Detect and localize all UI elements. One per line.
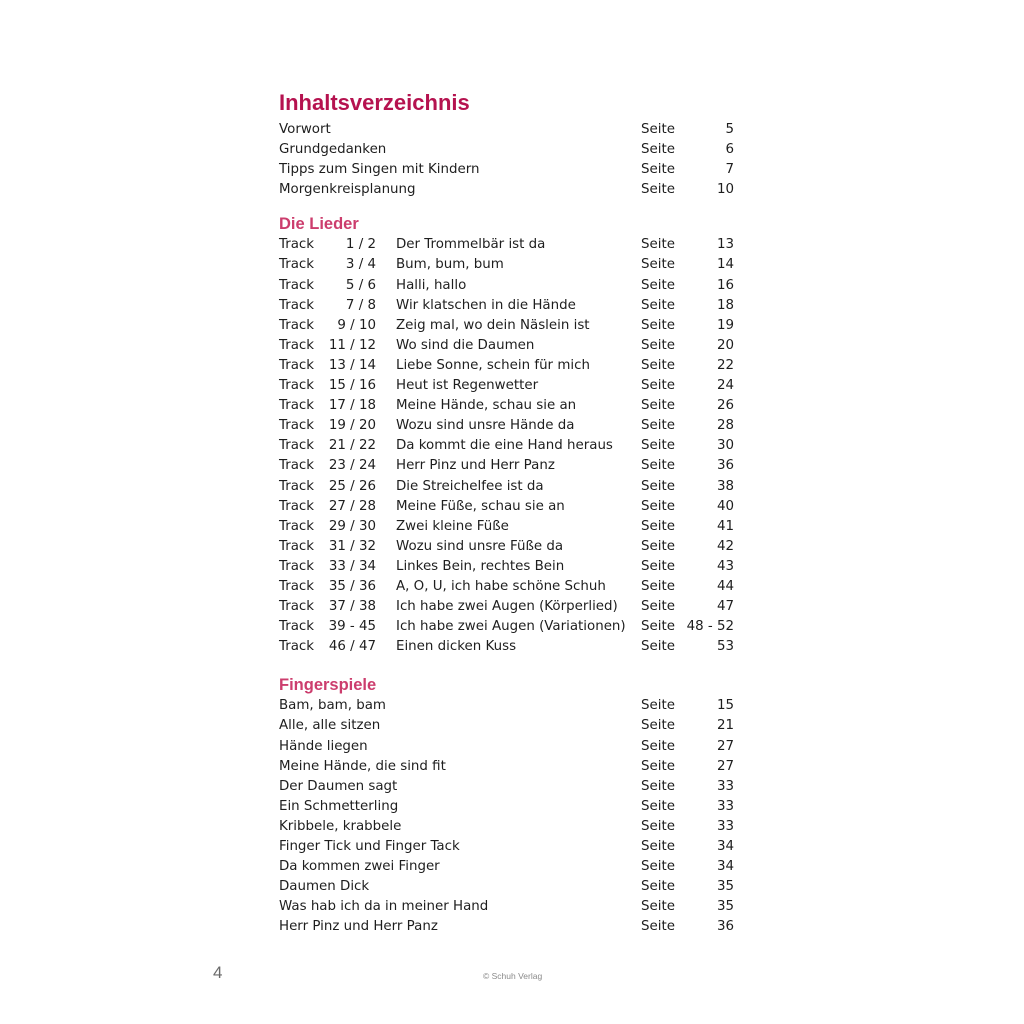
list-item [279,336,739,356]
list-item [279,276,739,296]
list-item [279,716,739,736]
list-item [279,757,739,777]
track-number: 1 / 2 [345,237,376,253]
seite-label: Seite [641,182,675,198]
seite-label: Seite [641,398,675,414]
table-of-contents [279,88,739,937]
list-item [279,857,739,877]
list-item [279,316,739,336]
page-number: 36 [716,919,734,935]
seite-label: Seite [641,599,675,615]
track-label: Track [279,317,315,333]
track-label: Track [279,619,315,635]
seite-label: Seite [641,458,675,474]
song-title: Da kommt die eine Hand heraus [396,438,613,454]
entry-label: Vorwort [279,122,331,137]
page-number: 14 [716,257,734,273]
entry-label: Meine Hände, die sind fit [279,758,446,774]
page-number: 22 [716,357,734,373]
page-number: 33 [716,798,734,814]
page-number: 10 [716,182,734,198]
track-label: Track [279,337,315,353]
seite-label: Seite [641,438,675,454]
track-number: 37 / 38 [328,599,376,615]
footer-copyright: © Schuh Verlag [483,971,543,981]
list-item [279,577,739,597]
track-number: 23 / 24 [328,458,376,474]
song-title: Bum, bum, bum [396,257,504,273]
track-label: Track [279,518,315,534]
seite-label: Seite [641,798,675,814]
list-item [279,255,739,275]
song-title: Linkes Bein, rechtes Bein [396,558,565,574]
page-number: 18 [716,297,734,313]
song-title: A, O, U, ich habe schöne Schuh [396,578,606,594]
list-item [279,597,739,617]
track-label: Track [279,538,315,554]
entry-label: Hände liegen [279,738,368,754]
page-number: 47 [716,599,734,615]
entry-label: Morgenkreisplanung [279,182,416,198]
seite-label: Seite [641,478,675,494]
entry-label: Was hab ich da in meiner Hand [279,899,489,915]
seite-label: Seite [641,418,675,434]
page-number: 5 [725,122,734,137]
track-label: Track [279,418,315,434]
song-title: Zeig mal, wo dein Näslein ist [396,317,590,333]
page-number: 26 [716,398,734,414]
list-item [279,817,739,837]
list-item [279,235,739,255]
page-number: 40 [716,498,734,514]
seite-label: Seite [641,162,675,178]
seite-label: Seite [641,142,675,158]
list-item [279,120,739,140]
entry-label: Kribbele, krabbele [279,818,402,834]
seite-label: Seite [641,518,675,534]
track-label: Track [279,478,315,494]
page-number: 19 [716,317,734,333]
list-item [279,696,739,716]
entry-label: Alle, alle sitzen [279,718,381,734]
entry-label: Herr Pinz und Herr Panz [279,919,438,935]
list-item [279,557,739,577]
page-number: 13 [716,237,734,253]
seite-label: Seite [641,498,675,514]
track-label: Track [279,357,315,373]
page-number: 7 [725,162,734,178]
list-item [279,436,739,456]
page-number: 16 [716,277,734,293]
seite-label: Seite [641,578,675,594]
seite-label: Seite [641,879,675,895]
track-label: Track [279,578,315,594]
entry-label: Ein Schmetterling [279,798,399,814]
list-item [279,797,739,817]
list-item [279,917,739,937]
track-number: 33 / 34 [328,558,376,574]
list-item [279,356,739,376]
seite-label: Seite [641,257,675,273]
seite-label: Seite [641,718,675,734]
seite-label: Seite [641,738,675,754]
page-number: 28 [716,418,734,434]
list-item [279,897,739,917]
track-number: 9 / 10 [337,317,376,333]
track-number: 25 / 26 [328,478,376,494]
seite-label: Seite [641,919,675,935]
track-number: 27 / 28 [328,498,376,514]
seite-label: Seite [641,899,675,915]
list-item [279,180,739,200]
page-number: 20 [716,337,734,353]
page-number: 53 [716,639,734,655]
track-label: Track [279,599,315,615]
page-number: 41 [716,518,734,534]
entry-label: Daumen Dick [279,879,370,895]
list-item [279,777,739,797]
seite-label: Seite [641,297,675,313]
page-number: 35 [716,879,734,895]
seite-label: Seite [641,337,675,353]
entry-label: Der Daumen sagt [279,778,398,794]
page-number: 48 - 52 [686,619,734,635]
track-number: 3 / 4 [345,257,376,273]
page-number: 33 [716,778,734,794]
page-number: 44 [716,578,734,594]
fingerspiele-list [279,696,739,937]
track-label: Track [279,378,315,394]
footer-page-number: 4 [213,963,223,982]
track-number: 19 / 20 [328,418,376,434]
page-number: 35 [716,899,734,915]
page-number: 6 [725,142,734,158]
song-title: Herr Pinz und Herr Panz [396,458,555,474]
track-number: 13 / 14 [328,357,376,373]
lieder-list [279,235,739,657]
song-title: Liebe Sonne, schein für mich [396,357,590,373]
track-label: Track [279,297,315,313]
track-number: 39 - 45 [328,619,376,635]
track-label: Track [279,438,315,454]
page-number: 30 [716,438,734,454]
seite-label: Seite [641,758,675,774]
song-title: Ich habe zwei Augen (Körperlied) [396,599,618,615]
list-item [279,396,739,416]
intro-list [279,120,739,200]
song-title: Wozu sind unsre Hände da [396,418,575,434]
seite-label: Seite [641,277,675,293]
seite-label: Seite [641,818,675,834]
page-number: 42 [716,538,734,554]
list-item [279,517,739,537]
song-title: Wo sind die Daumen [396,337,535,353]
track-label: Track [279,277,315,293]
entry-label: Da kommen zwei Finger [279,859,440,875]
seite-label: Seite [641,639,675,655]
list-item [279,477,739,497]
song-title: Halli, hallo [396,277,467,293]
seite-label: Seite [641,237,675,253]
track-number: 15 / 16 [328,378,376,394]
list-item [279,296,739,316]
list-item [279,160,739,180]
list-item [279,140,739,160]
song-title: Heut ist Regenwetter [396,378,539,394]
seite-label: Seite [641,859,675,875]
seite-label: Seite [641,357,675,373]
page-title: Inhaltsverzeichnis [279,90,470,115]
list-item [279,497,739,517]
seite-label: Seite [641,839,675,854]
page-number: 34 [716,839,734,854]
song-title: Die Streichelfee ist da [396,478,544,494]
entry-label: Finger Tick und Finger Tack [279,839,460,854]
song-title: Ich habe zwei Augen (Variationen) [396,619,626,635]
song-title: Einen dicken Kuss [396,639,517,655]
list-item [279,376,739,396]
list-item [279,737,739,757]
list-item [279,537,739,557]
track-number: 11 / 12 [328,337,376,353]
track-number: 21 / 22 [328,438,376,454]
list-item [279,456,739,476]
song-title: Wir klatschen in die Hände [396,297,576,313]
track-number: 29 / 30 [328,518,376,534]
seite-label: Seite [641,122,675,137]
seite-label: Seite [641,317,675,333]
track-number: 17 / 18 [328,398,376,414]
page-number: 43 [716,558,734,574]
track-label: Track [279,257,315,273]
song-title: Wozu sind unsre Füße da [396,538,564,554]
list-item [279,416,739,436]
track-label: Track [279,237,315,253]
seite-label: Seite [641,558,675,574]
seite-label: Seite [641,778,675,794]
page-number: 38 [716,478,734,494]
page-number: 34 [716,859,734,875]
track-number: 35 / 36 [328,578,376,594]
list-item [279,637,739,657]
page-number: 27 [716,738,734,754]
track-label: Track [279,558,315,574]
page-number: 24 [716,378,734,394]
song-title: Meine Füße, schau sie an [396,498,565,514]
entry-label: Grundgedanken [279,142,387,158]
page-number: 27 [716,758,734,774]
page-number: 36 [716,458,734,474]
song-title: Zwei kleine Füße [396,518,509,534]
section-heading-fingerspiele: Fingerspiele [279,676,377,695]
track-label: Track [279,498,315,514]
seite-label: Seite [641,538,675,554]
seite-label: Seite [641,698,675,714]
list-item [279,837,739,857]
track-label: Track [279,398,315,414]
seite-label: Seite [641,619,675,635]
seite-label: Seite [641,378,675,394]
track-label: Track [279,458,315,474]
track-number: 31 / 32 [328,538,376,554]
entry-label: Tipps zum Singen mit Kindern [279,162,480,178]
list-item [279,617,739,637]
page-number: 15 [716,698,734,714]
list-item [279,877,739,897]
entry-label: Bam, bam, bam [279,698,386,714]
song-title: Der Trommelbär ist da [396,237,546,253]
track-number: 7 / 8 [345,297,376,313]
track-label: Track [279,639,315,655]
track-number: 46 / 47 [328,639,376,655]
song-title: Meine Hände, schau sie an [396,398,577,414]
page-number: 21 [716,718,734,734]
section-heading-lieder: Die Lieder [279,215,359,234]
track-number: 5 / 6 [345,277,376,293]
page-number: 33 [716,818,734,834]
